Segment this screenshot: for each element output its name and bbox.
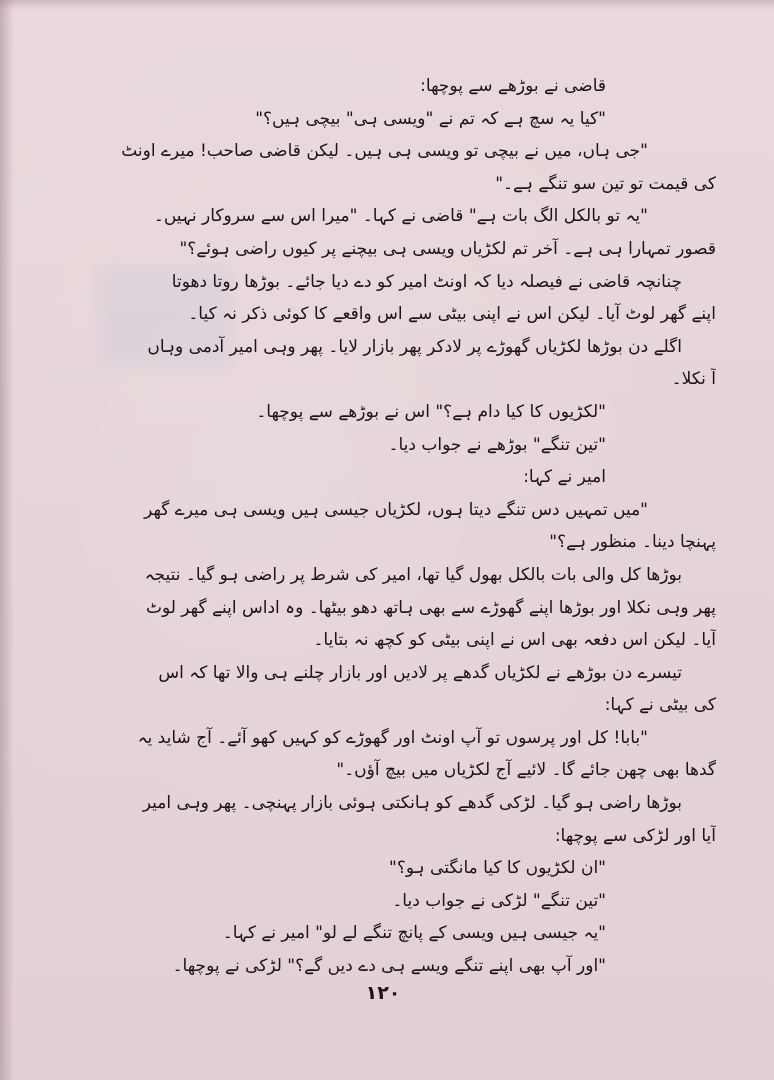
text-line: "بابا! کل اور پرسوں تو آپ اونٹ اور گھوڑے کو کہیں کھو آئے۔ آج شاید یہ [137,727,648,748]
text-line: اگلے دن بوڑھا لکڑیاں گھوڑے پر لادکر پھر بازار لایا۔ پھر وہی امیر آدمی وہاں [147,336,682,357]
text-line: تیسرے دن بوڑھے نے لکڑیاں گدھے پر لادیں اور بازار چلنے ہی والا تھا کہ اس [158,662,682,683]
text-line: "تین تنگے" بوڑھے نے جواب دیا۔ [388,434,606,455]
page-number: ۱۲۰ [365,982,401,1004]
text-line: قصور تمہارا ہی ہے۔ آخر تم لکڑیاں ویسی ہی بیچنے پر کیوں راضی ہوئے؟" [179,238,716,259]
text-line: کی بیٹی نے کہا: [604,695,716,716]
text-line: "یہ جیسی ہیں ویسی کے پانچ تنگے لے لو" امیر نے کہا۔ [222,923,606,944]
text-line: "لکڑیوں کا کیا دام ہے؟" اس نے بوڑھے سے پوچھا۔ [256,401,606,422]
body-text [56,70,716,983]
text-line: آیا۔ لیکن اس دفعہ بھی اس نے اپنی بیٹی کو کچھ نہ بتایا۔ [313,630,716,651]
page-shadow-left [0,0,14,1080]
text-line: بوڑھا راضی ہو گیا۔ لڑکی گدھے کو ہانکتی ہوئی بازار پہنچی۔ پھر وہی امیر [142,793,682,814]
text-line: اپنے گھر لوٹ آیا۔ لیکن اس نے اپنی بیٹی سے اس واقعے کا کوئی ذکر نہ کیا۔ [188,304,716,325]
text-line: "یہ تو بالکل الگ بات ہے" قاضی نے کہا۔ "میرا اس سے سروکار نہیں۔ [153,206,648,227]
text-line: "میں تمہیں دس تنگے دیتا ہوں، لکڑیاں جیسی ہیں ویسی ہی میرے گھر [144,499,648,520]
text-line: "تین تنگے" لڑکی نے جواب دیا۔ [392,890,606,911]
text-line: آ نکلا۔ [671,369,716,390]
text-line: کی قیمت تو تین سو تنگے ہے۔" [495,173,716,194]
text-line: امیر نے کہا: [523,467,606,488]
text-line: "کیا یہ سچ ہے کہ تم نے "ویسی ہی" بیچی ہیں؟" [255,108,606,129]
text-line: چنانچہ قاضی نے فیصلہ دیا کہ اونٹ امیر کو دے دیا جائے۔ بوڑھا روتا دھوتا [171,271,682,292]
text-line: "جی ہاں، میں نے بیچی تو ویسی ہی ہیں۔ لیکن قاضی صاحب! میرے اونٹ [121,141,648,162]
text-line: پھر وہی نکلا اور بوڑھا اپنے گھوڑے سے بھی ہاتھ دھو بیٹھا۔ وہ اداس اپنے گھر لوٹ [145,597,716,618]
page-shadow-top [0,0,774,10]
text-line: آیا اور لڑکی سے پوچھا: [554,825,716,846]
text-line: پہنچا دینا۔ منظور ہے؟" [549,532,716,553]
text-line: "اور آپ بھی اپنے تنگے ویسے ہی دے دیں گے؟" لڑکی نے پوچھا۔ [172,956,606,977]
text-line: "ان لکڑیوں کا کیا مانگتی ہو؟" [389,858,606,879]
text-line: بوڑھا کل والی بات بالکل بھول گیا تھا، امیر کی شرط پر راضی ہو گیا۔ نتیجہ [144,564,682,585]
text-line: قاضی نے بوڑھے سے پوچھا: [420,76,606,96]
text-line: گدھا بھی چھن جائے گا۔ لائیے آج لکڑیاں میں بیچ آؤں۔" [336,760,716,781]
